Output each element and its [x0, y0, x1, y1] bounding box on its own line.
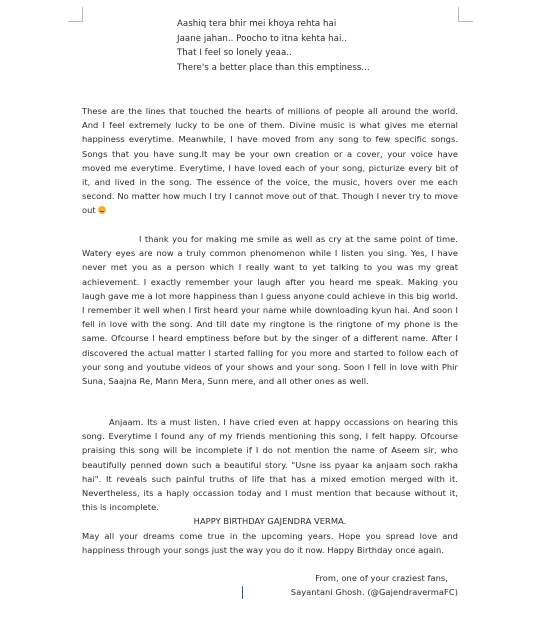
signature-line-2: Sayantani Ghosh. (@GajendravermaFC)	[290, 587, 458, 597]
paragraph-intro	[82, 104, 458, 218]
worried-face-emoji-icon	[98, 206, 106, 214]
paragraph-anjaam: Anjaam. Its a must listen. I have cried even at happy occassions on hearing this song. Everytime I found any of my friends mentioning this song, I felt happy. Ofcourse praising this song will be incomplete if I do not mention the name of Aseem sir, who beautifully penned down such a beautiful story. "Usne iss pyaar ka anjaam soch rakha hai". It reveals such painful truths of life that has a mixed emotion merged with it. Nevertheless, its a haply occassion today and I must mention that because without it, this is incomplete.	[82, 417, 458, 513]
signature-line-1: From, one of your craziest fans,	[315, 573, 448, 583]
poem-lyrics	[177, 17, 477, 75]
paragraph-wishes: May all your dreams come true in the upcoming years. Hope you spread love and happiness through your songs just the way you do it now. Happy Birthday once again.	[82, 531, 458, 556]
poem-line-2: Jaane jahan.. Poocho to itna kehta hai..	[177, 33, 347, 44]
text-cursor[interactable]	[242, 586, 243, 599]
poem-line-3: That I feel so lonely yeaa..	[177, 48, 292, 59]
paragraph-intro-text: These are the lines that touched the hearts of millions of people all around the world. And I feel extremely lucky to be one of them. Divine music is what gives me eternal happiness everytime. Meanwhile, I have moved from any song to few specific songs. Songs that you have sung.It may be your own creation or a cover, your voice have moved me everytime. Everytime, I have loved each of your song, picturize every bit of it, and lived in the song. The essence of the voice, the music, hovers over me each second. No matter how much I try I cannot move out of that. Though I never try to move out	[82, 106, 458, 216]
page-margin-corner-top-left	[68, 7, 83, 22]
poem-line-4: There's a better place than this emptiness...	[177, 62, 370, 73]
poem-line-1: Aashiq tera bhir mei khoya rehta hai	[177, 19, 337, 29]
paragraph-thanks: I thank you for making me smile as well as cry at the same point of time. Watery eyes are now a truly common phenomenon while I listen you sing. Yes, I have never met you as a person which I really want to yet talking to you was my great achievement. I exactly remember your laugh after you heard me speak. Making you laugh gave me a lot more happiness than I guess anyone could achieve in this big world. I remember it well when I first heard your name while downloading kyun hai. And soon I fell in love with the song. And till date my ringtone is the ringtone of my phone is the same. Ofcourse I heard emptiness before but by the singer of a different name. After I discovered the actual matter I started falling for you more and started to follow each of your song and youtube videos of your shows and your song. Soon I fell in love with Phir Suna, Saajna Re, Mann Mera, Sunn mere, and all other ones as well.	[82, 234, 458, 387]
birthday-heading: HAPPY BIRTHDAY GAJENDRA VERMA.	[193, 516, 347, 526]
